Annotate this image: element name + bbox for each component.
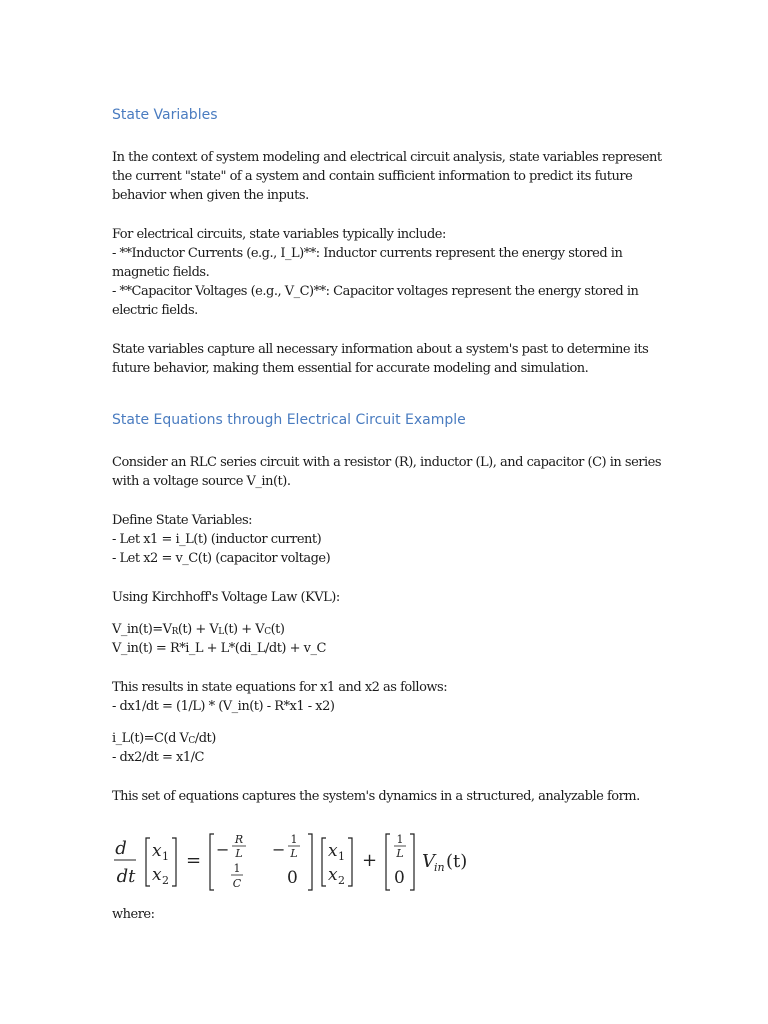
heading-state-variables: State Variables xyxy=(112,107,218,123)
plus-sign: + xyxy=(362,850,378,871)
eq-text: (t) xyxy=(270,622,285,637)
kvl-equation-2: V_in(t) = R*i_L + L*(di_L/dt) + v_C xyxy=(112,641,326,656)
list-item: - Let x1 = i_L(t) (inductor current) xyxy=(112,532,322,547)
list-item: magnetic fields. xyxy=(112,265,210,280)
derivative-d: d xyxy=(115,838,127,859)
minus-sign: − xyxy=(216,840,230,859)
fraction-one: 1 xyxy=(396,833,404,846)
derivative-dt: dt xyxy=(116,866,136,887)
eq-subscript: C xyxy=(188,736,195,746)
subscript-1: 1 xyxy=(162,850,169,863)
paragraph-line: In the context of system modeling and electrical circuit analysis, state variables represent xyxy=(112,150,662,165)
list-item: - dx2/dt = x1/C xyxy=(112,750,204,765)
eq-text: (t) + V xyxy=(177,622,219,637)
paragraph-line: Consider an RLC series circuit with a resistor (R), inductor (L), and capacitor (C) in series xyxy=(112,455,661,470)
state-space-matrix-equation xyxy=(112,830,482,892)
vector-x1: x xyxy=(152,841,162,861)
fraction-L: L xyxy=(290,847,298,860)
paragraph-line: This set of equations captures the system's dynamics in a structured, analyzable form. xyxy=(112,789,640,804)
vector-x2: x xyxy=(328,865,338,885)
subscript-2: 2 xyxy=(162,874,169,887)
fraction-L: L xyxy=(235,847,243,860)
eq-text: (t) + V xyxy=(223,622,265,637)
eq-subscript: C xyxy=(264,627,271,637)
matrix-zero: 0 xyxy=(287,868,298,888)
paragraph-line: future behavior, making them essential for accurate modeling and simulation. xyxy=(112,361,589,376)
list-item: - **Inductor Currents (e.g., I_L)**: Inductor currents represent the energy stored in xyxy=(112,246,623,261)
paragraph-line: State variables capture all necessary information about a system's past to determine its xyxy=(112,342,649,357)
vector-x1: x xyxy=(328,841,338,861)
matrix-zero: 0 xyxy=(394,868,405,888)
paragraph-line: This results in state equations for x1 and x2 as follows: xyxy=(112,680,448,695)
eq-text: i_L(t)=C(d V xyxy=(112,731,189,746)
fraction-L: L xyxy=(396,847,404,860)
list-item: - **Capacitor Voltages (e.g., V_C)**: Capacitor voltages represent the energy stored in xyxy=(112,284,639,299)
eq-subscript: L xyxy=(218,627,224,637)
list-item: - Let x2 = v_C(t) (capacitor voltage) xyxy=(112,551,331,566)
paragraph-line: For electrical circuits, state variables typically include: xyxy=(112,227,446,242)
vector-x2: x xyxy=(152,865,162,885)
input-voltage-arg: (t) xyxy=(446,851,468,872)
eq-text: /dt) xyxy=(194,731,216,746)
fraction-one: 1 xyxy=(233,862,241,875)
eq-text: V_in(t)=V xyxy=(112,622,172,637)
subscript-2: 2 xyxy=(338,874,345,887)
eq-subscript: R xyxy=(171,627,178,637)
input-voltage-subscript: in xyxy=(434,861,445,874)
subscript-1: 1 xyxy=(338,850,345,863)
fraction-R: R xyxy=(234,833,244,846)
matrix-equation-svg xyxy=(112,830,482,892)
minus-sign: − xyxy=(272,840,286,859)
paragraph-line: behavior when given the inputs. xyxy=(112,188,309,203)
paragraph-line: Using Kirchhoff's Voltage Law (KVL): xyxy=(112,590,340,605)
input-voltage-V: V xyxy=(422,851,435,872)
heading-state-equations: State Equations through Electrical Circuit Example xyxy=(112,412,466,428)
paragraph-line: where: xyxy=(112,907,155,922)
paragraph-line: the current "state" of a system and contain sufficient information to predict its future xyxy=(112,169,633,184)
equals-sign: = xyxy=(186,850,202,871)
fraction-one: 1 xyxy=(290,833,298,846)
list-item: electric fields. xyxy=(112,303,198,318)
list-item: - dx1/dt = (1/L) * (V_in(t) - R*x1 - x2) xyxy=(112,699,335,714)
paragraph-line: Define State Variables: xyxy=(112,513,253,528)
paragraph-line: with a voltage source V_in(t). xyxy=(112,474,291,489)
fraction-C: C xyxy=(232,877,242,890)
